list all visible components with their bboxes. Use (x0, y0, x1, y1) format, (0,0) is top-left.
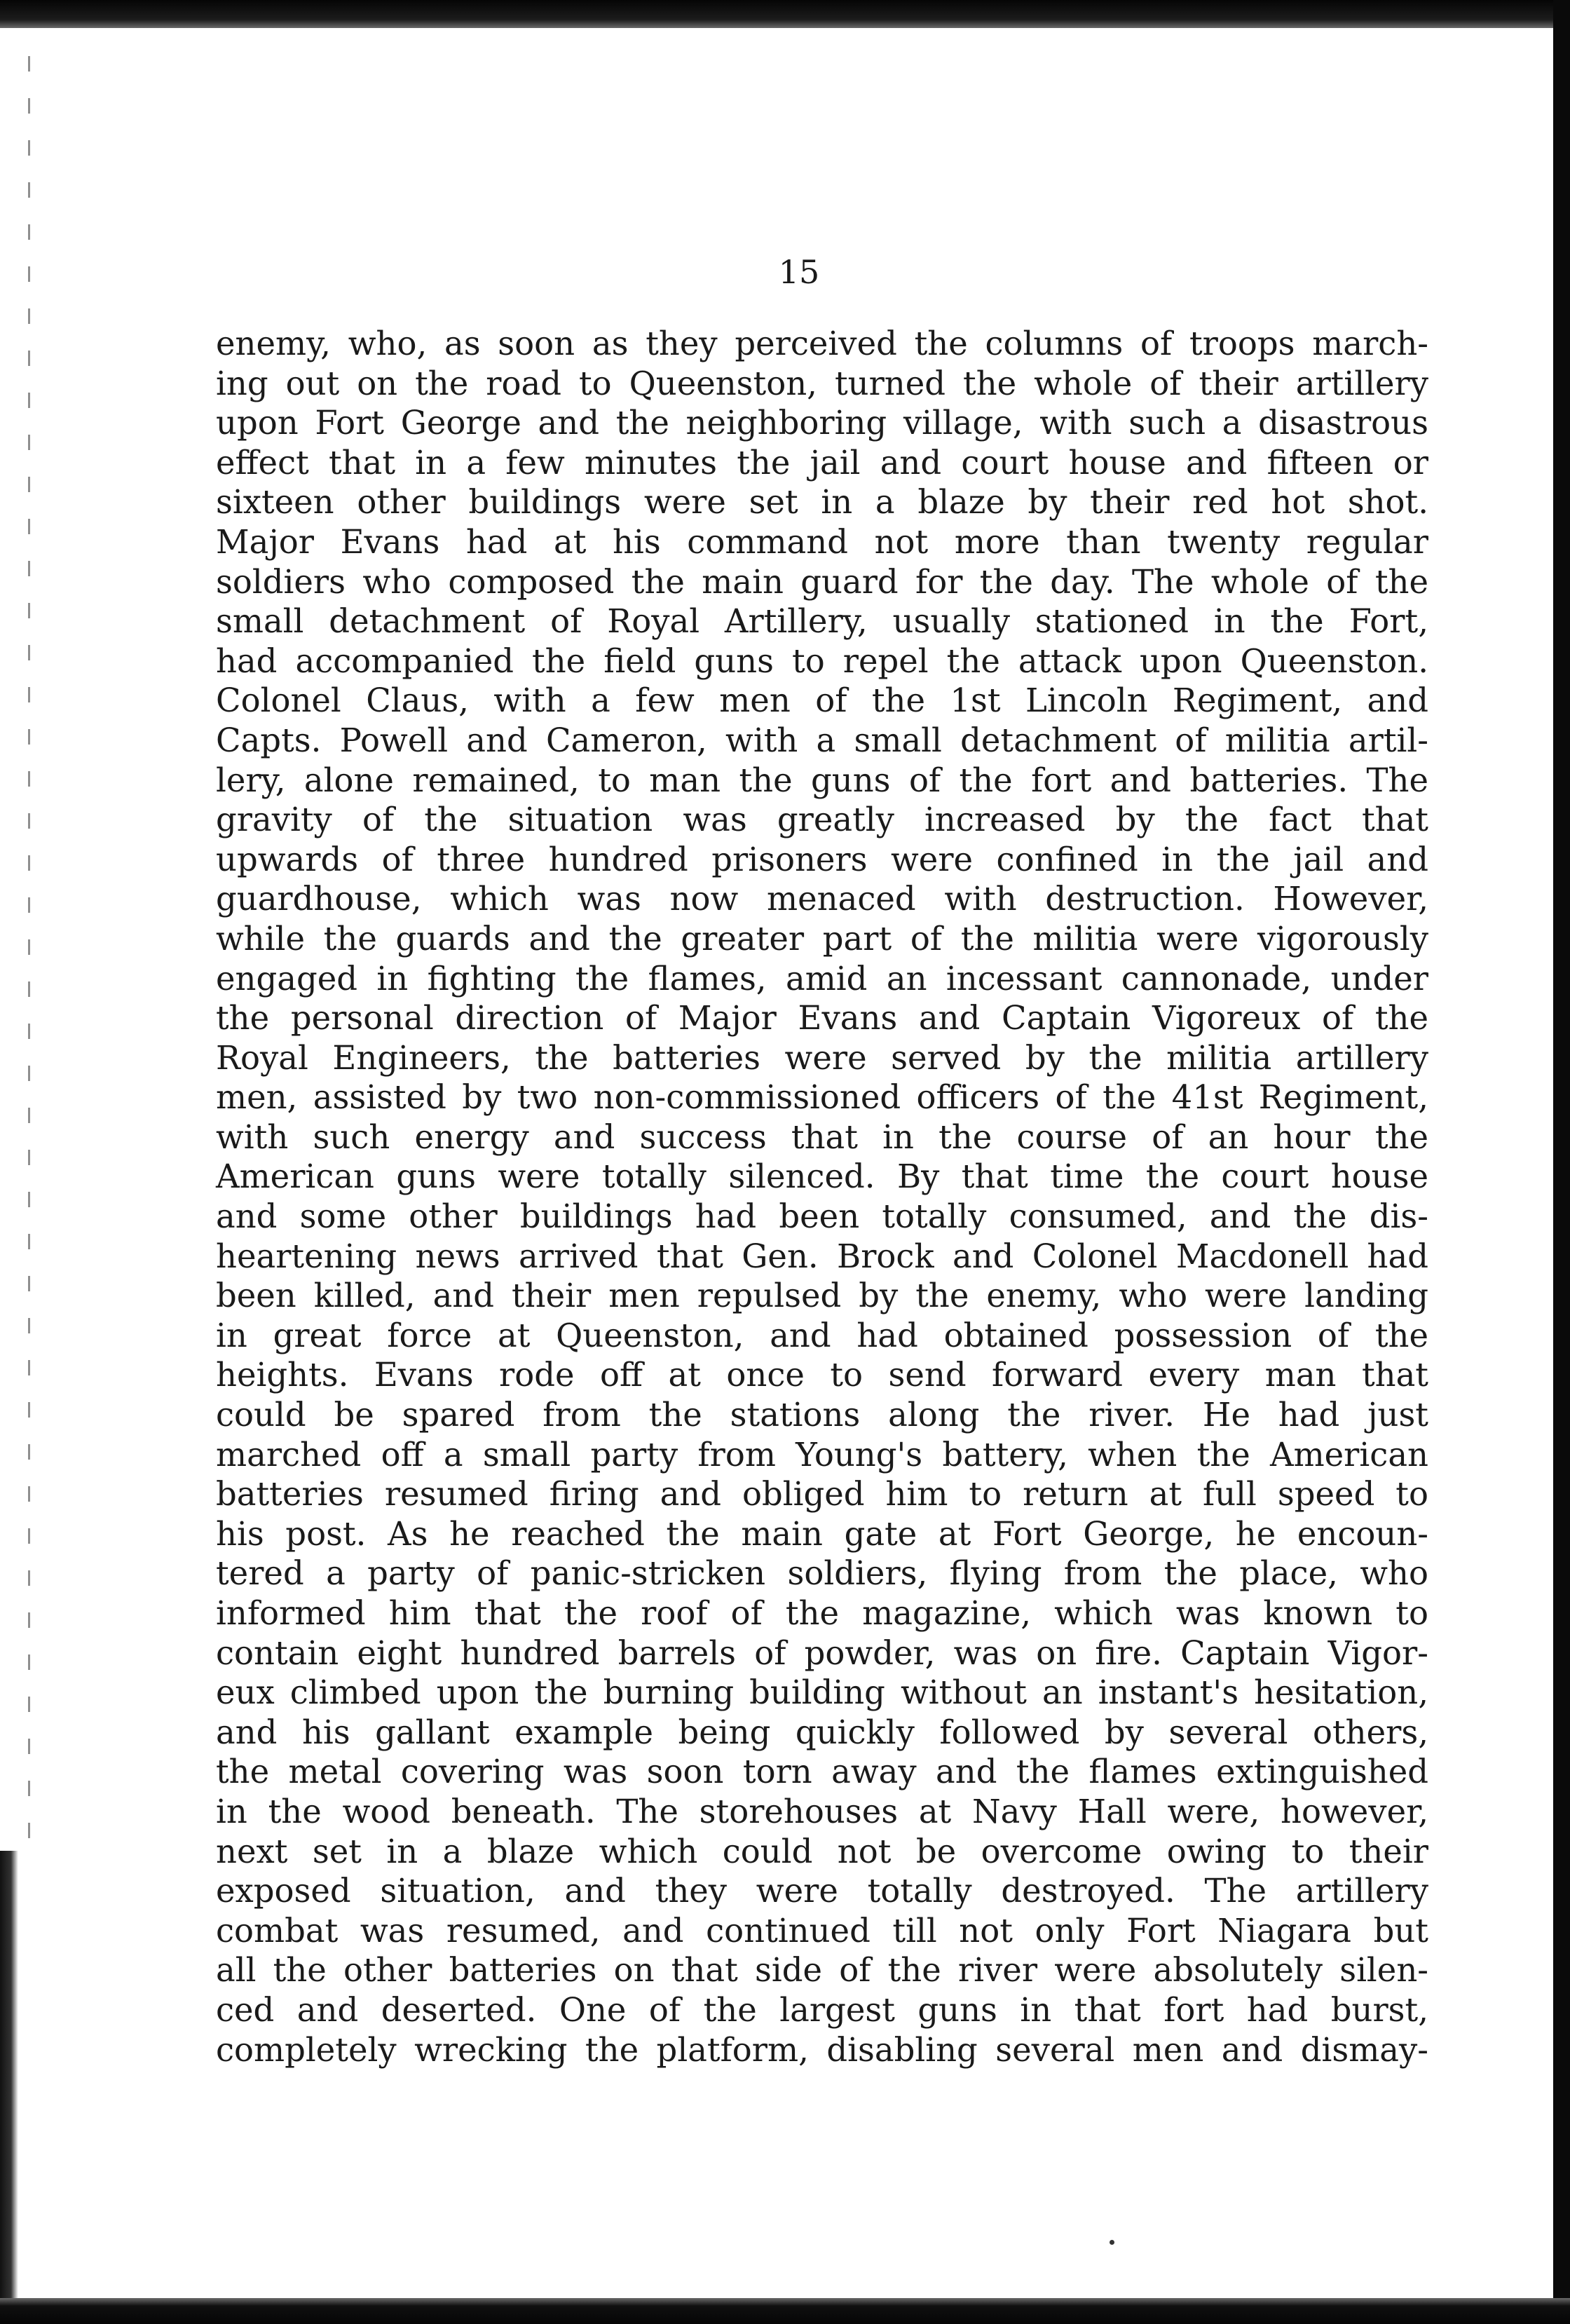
text-line: the personal direction of Major Evans and Captain Vigoreux of the (216, 999, 1428, 1038)
text-line: upon Fort George and the neighboring village, with such a disastrous (216, 404, 1428, 442)
text-line: with such energy and success that in the course of an hour the (216, 1117, 1428, 1156)
text-line: men, assisted by two non-commissioned officers of the 41st Regiment, (216, 1078, 1428, 1117)
scan-top-border (0, 0, 1570, 28)
text-line: Capts. Powell and Cameron, with a small detachment of militia artil- (216, 721, 1428, 759)
page-number: 15 (778, 253, 820, 291)
text-line: had accompanied the field guns to repel the attack upon Queenston. (216, 641, 1428, 680)
text-line: ing out on the road to Queenston, turned the whole of their artillery (216, 364, 1428, 402)
text-line: American guns were totally silenced. By that time the court house (216, 1157, 1428, 1196)
text-line: engaged in fighting the flames, amid an incessant cannonade, under (216, 959, 1428, 998)
text-line: been killed, and their men repulsed by the enemy, who were landing (216, 1277, 1428, 1315)
text-line: Colonel Claus, with a few men of the 1st Lincoln Regiment, and (216, 681, 1428, 720)
text-line: could be spared from the stations along the river. He had just (216, 1396, 1428, 1434)
text-line: heartening news arrived that Gen. Brock and Colonel Macdonell had (216, 1237, 1428, 1275)
text-line: lery, alone remained, to man the guns of the fort and batteries. The (216, 761, 1428, 799)
text-line: upwards of three hundred prisoners were confined in the jail and (216, 840, 1428, 878)
text-line: eux climbed upon the burning building without an instant's hesitation, (216, 1673, 1428, 1712)
text-line: in great force at Queenston, and had obtained possession of the (216, 1316, 1428, 1354)
text-line: effect that in a few minutes the jail and court house and fifteen or (216, 443, 1428, 482)
text-line: heights. Evans rode off at once to send forward every man that (216, 1356, 1428, 1394)
text-line: his post. As he reached the main gate at Fort George, he encoun- (216, 1514, 1428, 1553)
text-line: batteries resumed firing and obliged him to return at full speed to (216, 1475, 1428, 1514)
text-line: gravity of the situation was greatly increased by the fact that (216, 801, 1428, 839)
text-line: sixteen other buildings were set in a blaze by their red hot shot. (216, 483, 1428, 522)
text-line: the metal covering was soon torn away and the flames extinguished (216, 1753, 1428, 1791)
binding-shadow-bar (0, 1851, 18, 2298)
text-line: enemy, who, as soon as they perceived the columns of troops march- (216, 325, 1428, 362)
text-line: small detachment of Royal Artillery, usually stationed in the Fort, (216, 602, 1428, 641)
text-line: Major Evans had at his command not more than twenty regular (216, 522, 1428, 561)
text-line: and his gallant example being quickly followed by several others, (216, 1713, 1428, 1751)
text-line: exposed situation, and they were totally destroyed. The artillery (216, 1872, 1428, 1910)
scan-left-edge (0, 28, 55, 2298)
text-line: completely wrecking the platform, disabling several men and dismay- (216, 2030, 1428, 2069)
text-line: guardhouse, which was now menaced with destruction. However, (216, 880, 1428, 918)
text-line: all the other batteries on that side of the river were absolutely silen- (216, 1951, 1428, 1990)
text-line: Royal Engineers, the batteries were served by the militia artillery (216, 1038, 1428, 1077)
scan-bottom-border (0, 2298, 1570, 2324)
text-line: while the guards and the greater part of the militia were vigorously (216, 919, 1428, 958)
text-line: soldiers who composed the main guard for the day. The whole of the (216, 562, 1428, 601)
text-line: contain eight hundred barrels of powder, was on fire. Captain Vigor- (216, 1633, 1428, 1672)
text-line: combat was resumed, and continued till not only Fort Niagara but (216, 1911, 1428, 1950)
text-line: informed him that the roof of the magazine, which was known to (216, 1594, 1428, 1632)
text-line: in the wood beneath. The storehouses at Navy Hall were, however, (216, 1792, 1428, 1830)
text-line: ced and deserted. One of the largest guns in that fort had burst, (216, 1990, 1428, 2029)
ink-speck (1110, 2240, 1114, 2245)
body-text (216, 324, 1428, 2070)
text-line: marched off a small party from Young's battery, when the American (216, 1435, 1428, 1474)
text-line: and some other buildings had been totally consumed, and the dis- (216, 1197, 1428, 1236)
scan-right-edge (1553, 0, 1570, 2324)
binding-shadow-line (28, 56, 30, 1851)
text-line: tered a party of panic-stricken soldiers, flying from the place, who (216, 1554, 1428, 1593)
text-line: next set in a blaze which could not be overcome owing to their (216, 1832, 1428, 1870)
